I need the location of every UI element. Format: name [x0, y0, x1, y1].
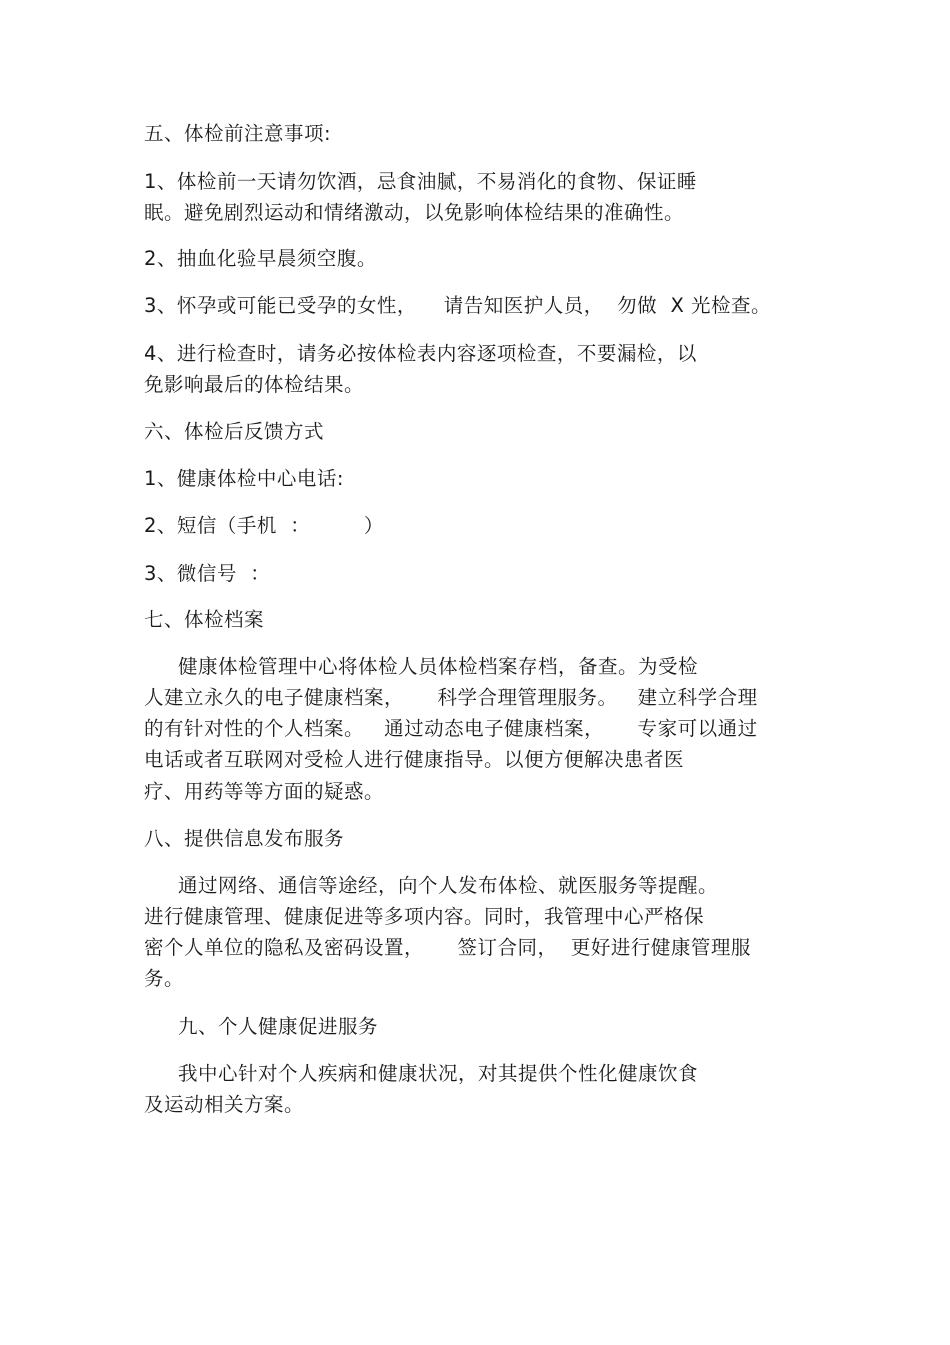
- paragraph-line: 2、短信（手机 ： ）: [144, 514, 384, 537]
- paragraph-line: 1、体检前一天请勿饮酒，忌食油腻，不易消化的食物、保证睡: [144, 170, 697, 193]
- paragraph-line: 务。: [144, 967, 185, 990]
- paragraph-line: 3、微信号 ：: [144, 562, 271, 585]
- paragraph-line: 眠。避免剧烈运动和情绪激动，以免影响体检结果的准确性。: [144, 201, 685, 224]
- paragraph-line: 进行健康管理、健康促进等多项内容。同时，我管理中心严格保: [144, 905, 705, 928]
- paragraph-line: 电话或者互联网对受检人进行健康指导。以便方便解决患者医: [144, 748, 685, 771]
- section-heading-9: 九、个人健康促进服务: [178, 1015, 379, 1038]
- section-heading-6: 六、体检后反馈方式: [144, 420, 325, 443]
- paragraph-line: 3、怀孕或可能已受孕的女性， 请告知医护人员， 勿做 X 光检查。: [144, 294, 772, 317]
- paragraph-line: 免影响最后的体检结果。: [144, 373, 365, 396]
- section-heading-5: 五、体检前注意事项:: [144, 122, 332, 145]
- section-heading-8: 八、提供信息发布服务: [144, 827, 345, 850]
- paragraph-line: 疗、用药等等方面的疑惑。: [144, 780, 385, 803]
- paragraph-line: 的有针对性的个人档案。 通过动态电子健康档案， 专家可以通过: [144, 717, 758, 740]
- paragraph-line: 健康体检管理中心将体检人员体检档案存档，备查。为受检: [178, 655, 699, 678]
- paragraph-line: 人建立永久的电子健康档案， 科学合理管理服务。 建立科学合理: [144, 686, 758, 709]
- paragraph-line: 4、进行检查时，请务必按体检表内容逐项检查，不要漏检，以: [144, 342, 697, 365]
- paragraph-line: 及运动相关方案。: [144, 1093, 305, 1116]
- paragraph-line: 1、健康体检中心电话:: [144, 467, 344, 490]
- paragraph-line: 通过网络、通信等途经，向个人发布体检、就医服务等提醒。: [178, 874, 719, 897]
- paragraph-line: 密个人单位的隐私及密码设置， 签订合同， 更好进行健康管理服: [144, 936, 751, 959]
- paragraph-line: 我中心针对个人疾病和健康状况，对其提供个性化健康饮食: [178, 1062, 699, 1085]
- section-heading-7: 七、体检档案: [144, 608, 265, 631]
- paragraph-line: 2、抽血化验早晨须空腹。: [144, 247, 377, 270]
